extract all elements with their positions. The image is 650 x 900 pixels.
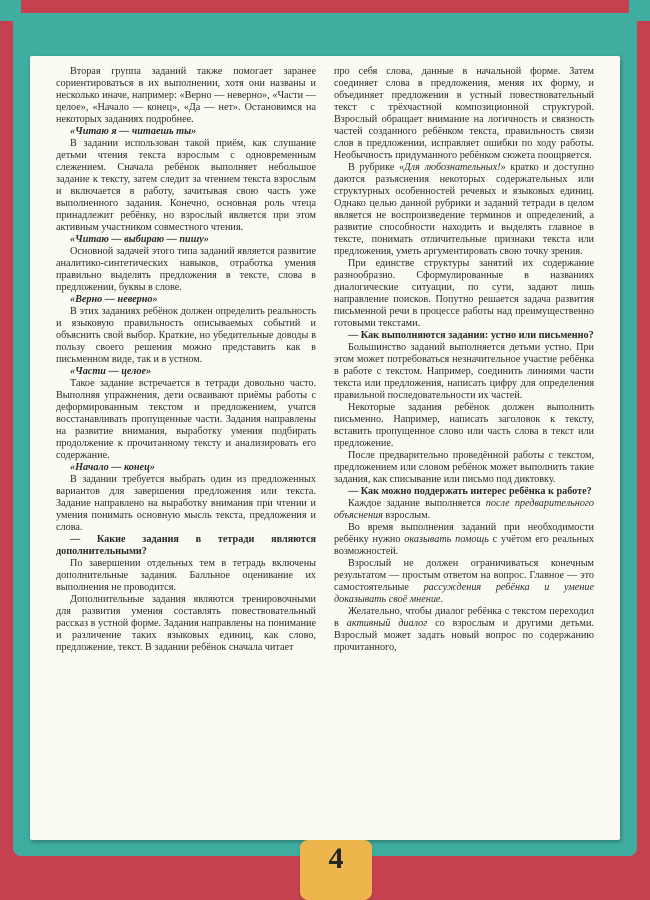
paragraph: Такое задание встречается в тетради довольно часто. Выполняя упражнения, дети осваивают приёмы работы с деформированным текстом и предложением, учатся восстанавливать пропущенные части. Задания направлены на развитие внимания, выработку умения подбирать продолжение к прочитанному тексту и анализировать его содержание. [56,378,316,461]
paragraph: После предварительно проведённой работы с текстом, предложением или словом ребёнок может выполнить такие задания, как списывание или письмо под диктовку. [334,450,594,485]
paragraph: При единстве структуры занятий их содержание разнообразно. Сформулированные в названиях диалогические ситуации, по сути, задают лишь направление поисков. Попутно решается задача развития письменной речи в процессе работы над преимущественно готовыми текстами. [334,258,594,329]
section-heading: «Начало — конец» [70,462,155,473]
question-heading: — Как выполняются задания: устно или письменно? [348,330,594,341]
corner-decoration-top-left [0,0,21,21]
paragraph: Некоторые задания ребёнок должен выполнить письменно. Например, написать заголовок к тексту, вставить пропущенное слово или часть слова в текст или предложение. [334,402,594,449]
paragraph: Во время выполнения заданий при необходимости ребёнку нужно оказывать помощь с учётом его реальных возможностей. [334,522,594,557]
corner-decoration-top-right [629,0,650,21]
paragraph: В задании использован такой приём, как слушание детьми чтения текста взрослым с одновременным слежением. Сначала ребёнок выполняет небольшое задание к тексту, затем следит за чтением текста взрослым и включается в работу, зачитывая свою часть уже выполненного задания. Конечно, основная роль чтеца принадлежит ребёнку, но взрослый является при этом активным участником совместного чтения. [56,138,316,233]
paragraph: В задании требуется выбрать один из предложенных вариантов для завершения предложения или текста. Задание направлено на выработку внимания при чтении и умения понимать основную мысль текста, предложения и слова. [56,474,316,533]
paragraph: Основной задачей этого типа заданий является развитие аналитико-синтетических навыков, отработка умения правильно выделять предложения в тексте, слова в предложении, буквы в слове. [56,246,316,293]
paragraph: В этих заданиях ребёнок должен определить реальность и языковую правильность описываемых событий и объяснить свой выбор. Краткие, но убедительные доводы в пользу своего решения можно представить как в письменном виде, так и в устном. [56,306,316,365]
text-column-left [56,66,316,830]
question-heading: — Какие задания в тетради являются дополнительными? [56,534,316,557]
section-heading: «Верно — неверно» [70,294,158,305]
section-heading: «Читаю я — читаешь ты» [70,126,197,137]
page-number-tab [300,840,372,900]
text-column-right [334,66,594,830]
paragraph: Желательно, чтобы диалог ребёнка с текстом переходил в активный диалог со взрослым и другими детьми. Взрослый может задать новый вопрос по содержанию прочитанного, [334,606,594,653]
paragraph: Большинство заданий выполняется детьми устно. При этом может потребоваться незначительное участие ребёнка в работе с текстом. Например, соединить линиями части текста или предложения, написать цифру для определения правильной последовательности их частей. [334,342,594,401]
section-heading: «Читаю — выбираю — пишу» [70,234,209,245]
paragraph: про себя слова, данные в начальной форме. Затем соединяет слова в предложения, меняя их форму, и объединяет предложения в устный повествовательный текст с трёхчастной композиционной структурой. Взрослый обращает внимание на логичность и связность частей созданного ребёнком текста, правильность связи слов в предложении, исправляет ошибки по ходу работы. Необычность придуманного ребёнком сюжета поощряется. [334,66,594,161]
section-heading: «Части — целое» [70,366,152,377]
paragraph: Взрослый не должен ограничиваться конечным результатом — простым ответом на вопрос. Главное — это самостоятельные рассуждения ребёнка и умение доказывать своё мнение. [334,558,594,605]
paragraph: Вторая группа заданий также помогает заранее сориентироваться в их выполнении, хотя они названы и несколько иначе, например: «Верно — неверно», «Части — целое», «Начало — конец», «Да — нет». Остановимся на некоторых заданиях подробнее. [56,66,316,125]
paragraph: Дополнительные задания являются тренировочными для развития умения составлять повествовательный рассказ в устной форме. Задания направлены на понимание и различение таких языковых единиц, как слово, предложение, текст. В задании ребёнок сначала читает [56,594,316,653]
book-page [30,56,620,840]
paragraph: В рубрике «Для любознательных!» кратко и доступно даются разъяснения некоторых содержательных или структурных особенностей речевых и языковых единиц. Однако целью данной рубрики и заданий тетради в целом является не воспроизведение терминов и определений, а развитие способности находить и выделять главное в тексте, понимать отличительные признаки текста или предложения, уметь аргументировать свою точку зрения. [334,162,594,257]
paragraph: Каждое задание выполняется после предварительного объяснения взрослым. [334,498,594,521]
question-heading: — Как можно поддержать интерес ребёнка к работе? [348,486,592,497]
page-number: 4 [328,842,344,875]
paragraph: По завершении отдельных тем в тетрадь включены дополнительные задания. Балльное оценивание их выполнения не проводится. [56,558,316,593]
